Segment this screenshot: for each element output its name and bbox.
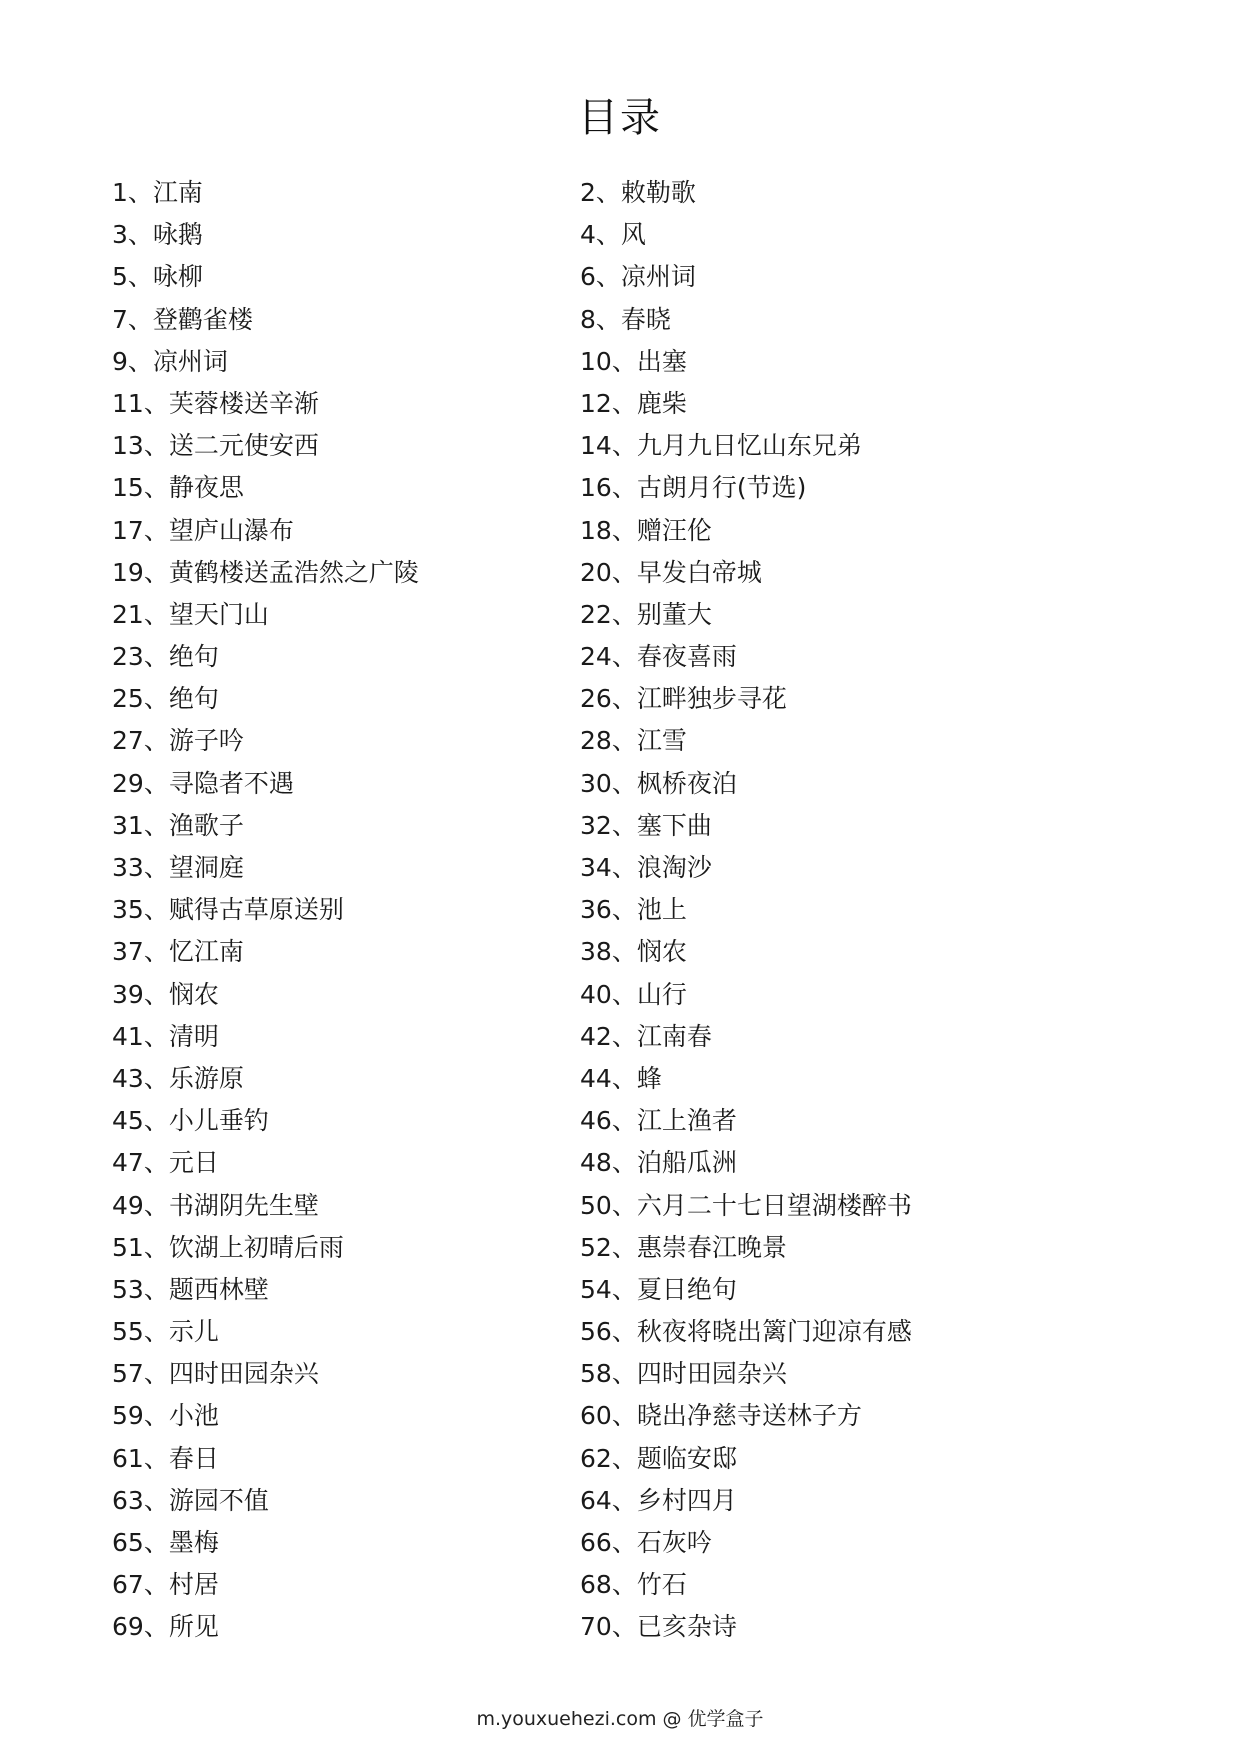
toc-entry-title: 乐游原 [168, 1063, 244, 1093]
toc-entry-separator: 、 [595, 178, 621, 207]
toc-entry-separator: 、 [611, 1063, 637, 1093]
toc-entry [112, 1353, 580, 1395]
toc-entry-separator: 、 [143, 1148, 169, 1178]
toc-entry-separator: 、 [611, 1359, 637, 1389]
toc-entry-number: 35 [112, 895, 144, 925]
toc-entry [112, 763, 580, 805]
toc-entry [580, 1564, 1152, 1606]
toc-entry-title: 古朗月行(节选) [636, 473, 807, 503]
toc-entry-number: 20 [580, 557, 612, 587]
toc-entry [580, 1395, 1152, 1437]
toc-entry-separator: 、 [611, 979, 637, 1009]
toc-entry-separator: 、 [611, 1148, 637, 1178]
toc-entry-separator: 、 [143, 810, 169, 840]
toc-entry-number: 60 [580, 1401, 612, 1431]
toc-entry-number: 7 [112, 304, 128, 334]
toc-entry-number: 27 [112, 726, 144, 756]
toc-entry-separator: 、 [143, 1317, 169, 1347]
toc-entry [112, 510, 580, 552]
toc-entry [580, 467, 1152, 509]
toc-entry-title: 悯农 [168, 979, 219, 1009]
toc-entry-title: 六月二十七日望湖楼醉书 [636, 1190, 912, 1220]
toc-entry-separator: 、 [143, 979, 169, 1009]
toc-entry-separator: 、 [143, 937, 169, 967]
toc-entry-title: 清明 [168, 1021, 219, 1051]
toc-entry-number: 42 [580, 1021, 612, 1051]
toc-entry [580, 974, 1152, 1016]
toc-entry [580, 594, 1152, 636]
toc-entry-separator: 、 [143, 1274, 169, 1304]
toc-entry-number: 52 [580, 1232, 612, 1262]
toc-entry [580, 425, 1152, 467]
toc-entry-number: 6 [580, 262, 596, 292]
toc-entry [112, 1269, 580, 1311]
toc-entry-title: 题临安邸 [636, 1443, 737, 1473]
toc-entry-title: 饮湖上初晴后雨 [168, 1232, 344, 1262]
toc-entry-title: 江畔独步寻花 [636, 684, 787, 714]
toc-entry-title: 示儿 [168, 1317, 219, 1347]
toc-entry-separator: 、 [611, 853, 637, 882]
toc-entry [112, 847, 580, 889]
toc-entry-title: 芙蓉楼送辛渐 [168, 388, 319, 418]
toc-entry-number: 54 [580, 1274, 612, 1304]
toc-entry [112, 383, 580, 425]
toc-entry-title: 寻隐者不遇 [168, 768, 294, 798]
toc-entry-title: 绝句 [168, 642, 219, 672]
toc-entry-separator: 、 [143, 642, 169, 672]
toc-entry-separator: 、 [143, 726, 169, 756]
toc-entry-title: 鹿柴 [636, 388, 687, 418]
toc-entry [112, 805, 580, 847]
toc-entry-number: 11 [112, 388, 144, 418]
toc-entry-separator: 、 [127, 220, 153, 250]
toc-entry-number: 58 [580, 1359, 612, 1389]
toc-entry-title: 敕勒歌 [620, 178, 696, 207]
toc-entry-number: 45 [112, 1106, 144, 1136]
toc-entry-title: 墨梅 [168, 1528, 219, 1557]
toc-entry-number: 9 [112, 346, 128, 376]
toc-entry-separator: 、 [611, 515, 637, 545]
toc-entry [580, 1227, 1152, 1269]
toc-entry-separator: 、 [611, 684, 637, 714]
toc-entry-number: 28 [580, 726, 612, 756]
toc-entry-number: 37 [112, 937, 144, 967]
toc-entry-number: 69 [112, 1612, 144, 1642]
toc-entry-separator: 、 [611, 431, 637, 461]
toc-entry-separator: 、 [143, 1528, 169, 1557]
toc-entry-number: 55 [112, 1317, 144, 1347]
toc-entry-number: 14 [580, 431, 612, 461]
toc-entry [580, 1480, 1152, 1522]
toc-entry-separator: 、 [611, 1443, 637, 1473]
toc-entry [112, 1522, 580, 1564]
toc-entry [580, 1185, 1152, 1227]
toc-entry-number: 39 [112, 979, 144, 1009]
toc-entry-number: 5 [112, 262, 128, 292]
toc-entry-separator: 、 [611, 1232, 637, 1262]
toc-entry-separator: 、 [127, 262, 153, 292]
toc-entry-title: 出塞 [636, 346, 687, 376]
toc-entry-separator: 、 [143, 1443, 169, 1473]
toc-entry-separator: 、 [611, 1106, 637, 1136]
toc-entry-title: 登鹳雀楼 [152, 304, 253, 334]
toc-entry [580, 1100, 1152, 1142]
toc-entry [580, 1016, 1152, 1058]
toc-entry-separator: 、 [611, 599, 637, 629]
toc-entry [580, 172, 1152, 214]
toc-entry-number: 53 [112, 1274, 144, 1304]
toc-entry [580, 931, 1152, 973]
toc-entry-separator: 、 [595, 262, 621, 292]
toc-entry-number: 17 [112, 515, 144, 545]
toc-entry-number: 24 [580, 642, 612, 672]
toc-entry [580, 847, 1152, 889]
toc-entry [580, 341, 1152, 383]
toc-entry-title: 书湖阴先生壁 [168, 1190, 319, 1220]
toc-entry [580, 720, 1152, 762]
toc-entry-title: 元日 [168, 1148, 219, 1178]
toc-entry-title: 枫桥夜泊 [636, 768, 737, 798]
toc-entry-title: 山行 [636, 979, 687, 1009]
toc-entry-title: 忆江南 [168, 937, 244, 967]
toc-entry-separator: 、 [143, 1063, 169, 1093]
toc-entry [580, 510, 1152, 552]
toc-entry-number: 64 [580, 1485, 612, 1515]
toc-entry-title: 夏日绝句 [636, 1274, 737, 1304]
toc-entry-number: 3 [112, 220, 128, 250]
toc-entry-title: 江上渔者 [636, 1106, 737, 1136]
toc-entry-separator: 、 [143, 1485, 169, 1515]
toc-entry-separator: 、 [143, 515, 169, 545]
toc-entry-title: 蜂 [636, 1063, 662, 1093]
toc-entry [112, 552, 580, 594]
toc-entry-number: 44 [580, 1063, 612, 1093]
toc-entry [112, 1016, 580, 1058]
toc-entry [580, 1058, 1152, 1100]
toc-entry-title: 望洞庭 [168, 853, 244, 882]
toc-entry [112, 889, 580, 931]
toc-entry-title: 乡村四月 [636, 1485, 737, 1515]
toc-entry [580, 1353, 1152, 1395]
toc-entry [112, 299, 580, 341]
toc-entry-separator: 、 [143, 684, 169, 714]
toc-entry-number: 61 [112, 1443, 144, 1473]
toc-entry [112, 425, 580, 467]
toc-entry-separator: 、 [611, 1021, 637, 1051]
toc-entry [580, 805, 1152, 847]
toc-entry-number: 21 [112, 599, 144, 629]
toc-entry-separator: 、 [143, 1612, 169, 1642]
toc-entry [112, 1395, 580, 1437]
toc-entry-title: 别董大 [636, 599, 712, 629]
toc-entry [112, 931, 580, 973]
toc-entry-number: 30 [580, 768, 612, 798]
toc-entry-title: 江南春 [636, 1021, 712, 1051]
toc-entry [112, 467, 580, 509]
toc-entry-separator: 、 [611, 1612, 637, 1642]
toc-entry-number: 51 [112, 1232, 144, 1262]
toc-entry-title: 赠汪伦 [636, 515, 712, 545]
toc-entry-number: 8 [580, 304, 596, 334]
toc-entry [112, 1564, 580, 1606]
toc-entry [112, 1480, 580, 1522]
toc-entry-number: 26 [580, 684, 612, 714]
toc-entry-title: 春晓 [620, 304, 671, 334]
toc-entry-number: 40 [580, 979, 612, 1009]
toc-entry-title: 赋得古草原送别 [168, 895, 344, 925]
toc-entry-number: 12 [580, 388, 612, 418]
toc-entry-title: 题西林壁 [168, 1274, 269, 1304]
toc-entry-number: 16 [580, 473, 612, 503]
toc-entry-title: 泊船瓜洲 [636, 1148, 737, 1178]
toc-entry-title: 四时田园杂兴 [636, 1359, 787, 1389]
toc-entry-number: 41 [112, 1021, 144, 1051]
toc-entry [112, 214, 580, 256]
toc-entry-title: 竹石 [636, 1570, 687, 1600]
toc-entry-title: 绝句 [168, 684, 219, 714]
toc-entry-number: 19 [112, 557, 144, 587]
toc-entry-separator: 、 [127, 304, 153, 334]
toc-entry-number: 32 [580, 810, 612, 840]
toc-entry [112, 1100, 580, 1142]
toc-entry-title: 小池 [168, 1401, 219, 1431]
toc-entry-title: 咏柳 [152, 262, 203, 292]
toc-entry-number: 4 [580, 220, 596, 250]
toc-entry [580, 678, 1152, 720]
toc-entry-number: 49 [112, 1190, 144, 1220]
toc-entry-title: 春夜喜雨 [636, 642, 737, 672]
toc-entry-title: 凉州词 [152, 346, 228, 376]
toc-entry-separator: 、 [143, 599, 169, 629]
toc-entry-number: 23 [112, 642, 144, 672]
toc-entry-separator: 、 [595, 220, 621, 250]
toc-entry [580, 889, 1152, 931]
toc-entry-title: 晓出净慈寺送林子方 [636, 1401, 862, 1431]
toc-entry-separator: 、 [611, 1317, 637, 1347]
toc-entry-number: 2 [580, 178, 596, 207]
toc-entry-title: 春日 [168, 1443, 219, 1473]
toc-entry-separator: 、 [143, 1232, 169, 1262]
toc-entry-title: 游园不值 [168, 1485, 269, 1515]
toc-entry-title: 咏鹅 [152, 220, 203, 250]
toc-entry-separator: 、 [611, 346, 637, 376]
toc-entry-title: 所见 [168, 1612, 219, 1642]
toc-entry-title: 池上 [636, 895, 687, 925]
toc-entry [112, 1058, 580, 1100]
toc-entry-separator: 、 [143, 895, 169, 925]
toc-entry [580, 1269, 1152, 1311]
toc-entry-separator: 、 [143, 1401, 169, 1431]
toc-entry-number: 10 [580, 346, 612, 376]
toc-entry [112, 594, 580, 636]
toc-entry-separator: 、 [143, 473, 169, 503]
footer-watermark: m.youxuehezi.com @ 优学盒子 [476, 1708, 764, 1730]
toc-entry-separator: 、 [611, 1190, 637, 1220]
toc-entry-title: 望庐山瀑布 [168, 515, 294, 545]
toc-entry-separator: 、 [143, 1106, 169, 1136]
toc-entry [112, 678, 580, 720]
toc-entry [580, 1522, 1152, 1564]
toc-entry-separator: 、 [127, 178, 153, 207]
toc-entry-separator: 、 [127, 346, 153, 376]
toc-entry [580, 1142, 1152, 1184]
toc-entry-number: 13 [112, 431, 144, 461]
toc-entry [112, 1606, 580, 1648]
toc-entry-number: 15 [112, 473, 144, 503]
toc-entry-title: 早发白帝城 [636, 557, 762, 587]
toc-entry [112, 636, 580, 678]
toc-entry-number: 63 [112, 1485, 144, 1515]
toc-entry-title: 九月九日忆山东兄弟 [636, 431, 862, 461]
toc-entry [112, 256, 580, 298]
toc-entry-title: 塞下曲 [636, 810, 712, 840]
toc-entry-separator: 、 [611, 937, 637, 967]
toc-entry-separator: 、 [143, 1359, 169, 1389]
toc-entry-title: 望天门山 [168, 599, 269, 629]
toc-entry-number: 48 [580, 1148, 612, 1178]
toc-entry-separator: 、 [143, 431, 169, 461]
toc-entry [112, 1185, 580, 1227]
toc-entry-number: 38 [580, 937, 612, 967]
toc-entry-separator: 、 [611, 473, 637, 503]
toc-entry [112, 1227, 580, 1269]
toc-entry-title: 静夜思 [168, 473, 244, 503]
toc-entry-separator: 、 [611, 810, 637, 840]
toc-entry-separator: 、 [611, 1274, 637, 1304]
toc-entry-number: 31 [112, 810, 144, 840]
toc-entry-number: 56 [580, 1317, 612, 1347]
toc-entry-title: 送二元使安西 [168, 431, 319, 461]
toc-entry-number: 47 [112, 1148, 144, 1178]
toc-entry-title: 江南 [152, 178, 203, 207]
toc-entry-separator: 、 [143, 388, 169, 418]
toc-entry [112, 1311, 580, 1353]
toc-entry-number: 46 [580, 1106, 612, 1136]
toc-entry-title: 渔歌子 [168, 810, 244, 840]
toc-entry-number: 68 [580, 1570, 612, 1600]
toc-entry [580, 299, 1152, 341]
toc-entry-number: 67 [112, 1570, 144, 1600]
toc-entry-separator: 、 [611, 388, 637, 418]
toc-entry-title: 石灰吟 [636, 1528, 712, 1557]
toc-entry [112, 974, 580, 1016]
toc-entry-title: 浪淘沙 [636, 853, 712, 882]
toc-entry-separator: 、 [611, 642, 637, 672]
toc-entry-title: 村居 [168, 1570, 219, 1600]
toc-entry-separator: 、 [595, 304, 621, 334]
toc-entry-separator: 、 [611, 726, 637, 756]
toc-entry-number: 59 [112, 1401, 144, 1431]
toc-entry-title: 凉州词 [620, 262, 696, 292]
toc-entry-title: 悯农 [636, 937, 687, 967]
toc-entry-number: 50 [580, 1190, 612, 1220]
toc-entry-number: 62 [580, 1443, 612, 1473]
toc-entry [112, 720, 580, 762]
toc-entry-number: 43 [112, 1063, 144, 1093]
toc-entry-separator: 、 [143, 1190, 169, 1220]
toc-entry-separator: 、 [611, 1570, 637, 1600]
toc-entry [580, 1606, 1152, 1648]
toc-entry-number: 57 [112, 1359, 144, 1389]
toc-entry-number: 70 [580, 1612, 612, 1642]
toc-entry-number: 1 [112, 178, 128, 207]
toc-entry [112, 341, 580, 383]
toc-entry [580, 763, 1152, 805]
toc-entry [580, 214, 1152, 256]
table-of-contents [112, 172, 1152, 1649]
toc-entry-separator: 、 [611, 1401, 637, 1431]
toc-entry [112, 1142, 580, 1184]
toc-entry-number: 25 [112, 684, 144, 714]
toc-entry-separator: 、 [611, 895, 637, 925]
toc-entry-number: 33 [112, 853, 144, 882]
toc-entry-title: 风 [620, 220, 646, 250]
toc-entry-separator: 、 [143, 1021, 169, 1051]
toc-entry [580, 256, 1152, 298]
toc-entry-title: 已亥杂诗 [636, 1612, 737, 1642]
toc-entry-title: 四时田园杂兴 [168, 1359, 319, 1389]
toc-entry-number: 66 [580, 1528, 612, 1557]
toc-entry-separator: 、 [143, 768, 169, 798]
toc-entry-separator: 、 [143, 1570, 169, 1600]
toc-entry-title: 江雪 [636, 726, 687, 756]
toc-entry [580, 383, 1152, 425]
toc-entry-title: 小儿垂钓 [168, 1106, 269, 1136]
toc-entry-number: 34 [580, 853, 612, 882]
toc-entry-separator: 、 [611, 557, 637, 587]
toc-entry-number: 36 [580, 895, 612, 925]
toc-entry-number: 22 [580, 599, 612, 629]
toc-entry-title: 秋夜将晓出篱门迎凉有感 [636, 1317, 912, 1347]
toc-entry-title: 黄鹤楼送孟浩然之广陵 [168, 557, 419, 587]
toc-entry-number: 29 [112, 768, 144, 798]
toc-entry-separator: 、 [611, 1485, 637, 1515]
toc-entry [112, 172, 580, 214]
toc-entry-separator: 、 [611, 1528, 637, 1557]
toc-entry [580, 1311, 1152, 1353]
toc-entry-number: 18 [580, 515, 612, 545]
toc-entry-title: 惠崇春江晚景 [636, 1232, 787, 1262]
toc-entry-separator: 、 [143, 853, 169, 882]
toc-entry [580, 1438, 1152, 1480]
toc-entry [580, 552, 1152, 594]
toc-entry [580, 636, 1152, 678]
toc-entry-title: 游子吟 [168, 726, 244, 756]
toc-entry-separator: 、 [143, 557, 169, 587]
toc-entry-separator: 、 [611, 768, 637, 798]
toc-entry [112, 1438, 580, 1480]
page-title: 目录 [578, 95, 662, 141]
toc-entry-number: 65 [112, 1528, 144, 1557]
